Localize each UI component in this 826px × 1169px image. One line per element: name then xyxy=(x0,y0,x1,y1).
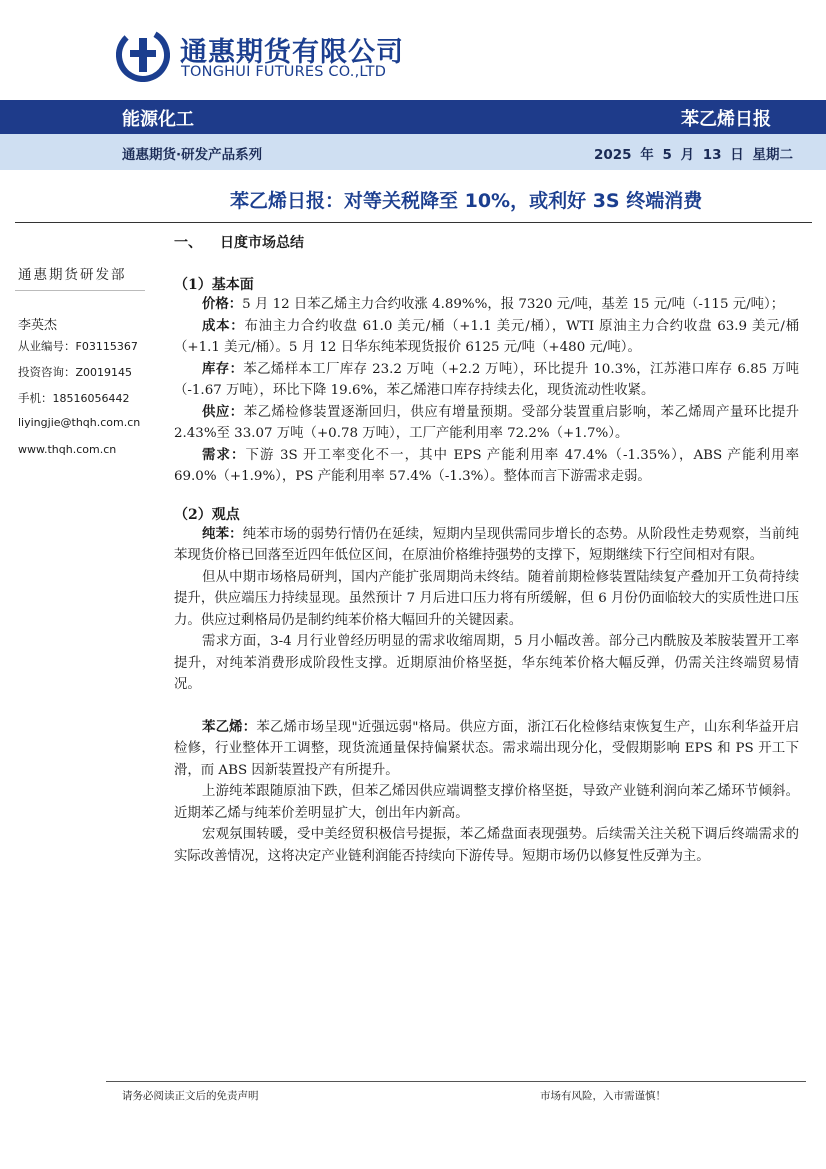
title-divider xyxy=(15,222,812,223)
styrene-paragraph-3: 宏观氛围转暖，受中美经贸积极信号提振，苯乙烯盘面表现强势。后续需关注关税下调后终端需求的实际改善情况，这将决定产业链利润能否持续向下游传导。短期市场仍以修复性反弹为主。 xyxy=(174,827,799,864)
demand-paragraph: 需求：下游 3S 开工率变化不一，其中 EPS 产能利用率 47.4%（-1.35%），ABS 产能利用率 69.0%（+1.9%），PS 产能利用率 57.4%（-1.3%）。整体而言下游需求走弱。 xyxy=(174,446,800,484)
report-date: 2025 年 5 月 13 日 星期二 xyxy=(594,147,793,163)
report-type-label: 苯乙烯日报 xyxy=(681,109,771,130)
benzene-paragraph-3: 需求方面，3-4 月行业曾经历明显的需求收缩周期，5 月小幅改善。部分己内酰胺及苯胺装置开工率提升，对纯苯消费形成阶段性支撑。近期原油价格坚挺，华东纯苯价格大幅反弹，仍需关注终端贸易情况。 xyxy=(174,634,799,692)
inventory-paragraph: 库存：苯乙烯样本工厂库存 23.2 万吨（+2.2 万吨），环比提升 10.3%，江苏港口库存 6.85 万吨（-1.67 万吨），环比下降 19.6%，苯乙烯港口库存持续去化，现货流动性收紧。 xyxy=(174,360,799,398)
page-title: 苯乙烯日报：对等关税降至 10%，或利好 3S 终端消费 xyxy=(230,190,703,212)
basics-heading: （1）基本面 xyxy=(174,277,254,293)
tonghui-logo-icon xyxy=(116,28,170,82)
footer-divider xyxy=(106,1081,806,1082)
email-link[interactable]: liyingjie@thqh.com.cn xyxy=(18,416,141,429)
series-label: 通惠期货·研发产品系列 xyxy=(122,147,263,163)
views-heading: （2）观点 xyxy=(174,506,240,523)
section-heading: 一、 日度市场总结 xyxy=(174,235,304,251)
styrene-paragraph-2: 上游纯苯跟随原油下跌，但苯乙烯因供应端调整支撑价格坚挺，导致产业链利润向苯乙烯环节倾斜。近期苯乙烯与纯苯价差明显扩大，创出年内新高。 xyxy=(174,784,799,821)
sidebar-divider xyxy=(15,290,145,291)
supply-paragraph: 供应：苯乙烯检修装置逐渐回归，供应有增量预期。受部分装置重启影响，苯乙烯周产量环比提升 2.43%至 33.07 万吨（+0.78 万吨），工厂产能利用率 72.2%（+1.7%）。 xyxy=(174,403,799,441)
website-link[interactable]: www.thqh.com.cn xyxy=(18,443,117,456)
analyst-name: 李英杰 xyxy=(18,318,58,333)
sector-label: 能源化工 xyxy=(122,109,194,130)
risk-warning: 市场有风险，入市需谨慎！ xyxy=(540,1090,666,1102)
license-number: 从业编号：F03115367 xyxy=(18,339,138,353)
main-content xyxy=(174,232,799,867)
company-name-cn: 通惠期货有限公司 xyxy=(180,37,404,68)
benzene-paragraph-1: 纯苯：纯苯市场的弱势行情仍在延续，短期内呈现供需同步增长的态势。从阶段性走势观察，当前纯苯现货价格已回落至近四年低位区间，在原油价格维持强势的支撑下，短期继续下行空间相对有限。 xyxy=(174,525,799,563)
phone-number: 手机：18516056442 xyxy=(18,391,130,405)
disclaimer-note: 请务必阅读正文后的免责声明 xyxy=(122,1090,259,1102)
sidebar-department: 通惠期货研发部 xyxy=(18,267,127,283)
cost-paragraph: 成本：布油主力合约收盘 61.0 美元/桶（+1.1 美元/桶），WTI 原油主力合约收盘 63.9 美元/桶（+1.1 美元/桶）。5 月 12 日华东纯苯现货报价 6125 元/吨（+480 元/吨）。 xyxy=(174,317,799,355)
benzene-paragraph-2: 但从中期市场格局研判，国内产能扩张周期尚未终结。随着前期检修装置陆续复产叠加开工负荷持续提升，供应端压力持续显现。虽然预计 7 月后进口压力将有所缓解，但 6 月份仍面临较大的实质性进口压力。供应过剩格局仍是制约纯苯价格大幅回升的关键因素。 xyxy=(174,569,799,628)
company-name-en: TONGHUI FUTURES CO.,LTD xyxy=(181,64,387,80)
styrene-paragraph-1: 苯乙烯：苯乙烯市场呈现"近强远弱"格局。供应方面，浙江石化检修结束恢复生产，山东利华益开启检修，行业整体开工调整，现货流通量保持偏紧状态。需求端出现分化，受假期影响 EPS 和 PS 开工下滑，而 ABS 因新装置投产有所提升。 xyxy=(174,718,799,778)
price-paragraph: 价格：5 月 12 日苯乙烯主力合约收涨 4.89%%，报 7320 元/吨，基差 15 元/吨（-115 元/吨）； xyxy=(202,296,785,312)
advisory-number: 投资咨询：Z0019145 xyxy=(18,365,133,379)
